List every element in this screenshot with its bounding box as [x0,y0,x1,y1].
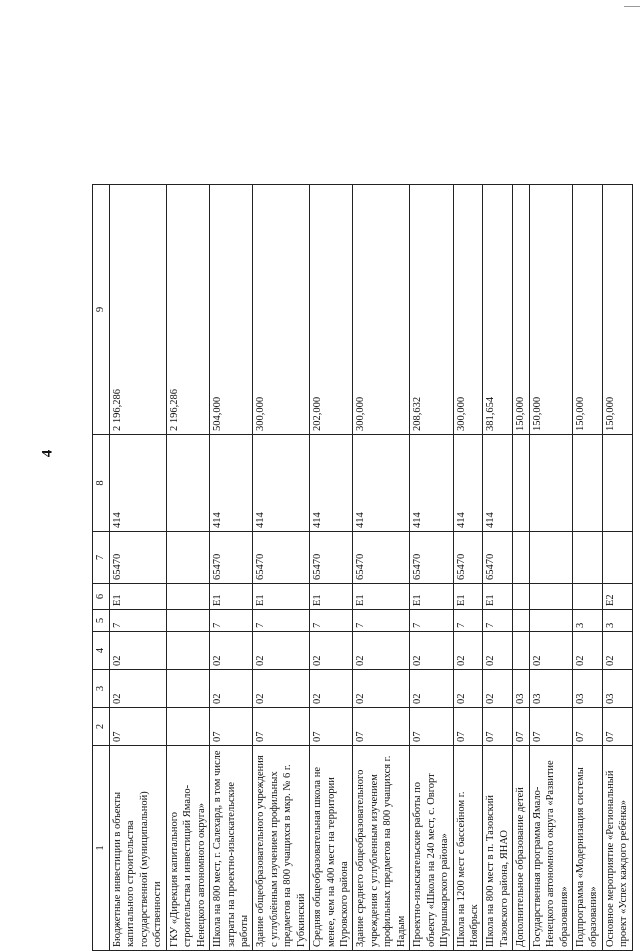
cell-5: 7 [410,610,453,632]
cell-5: 7 [453,610,483,632]
cell-7 [573,532,603,584]
cell-2 [166,708,209,746]
col-header: 1 [93,746,110,951]
cell-8 [529,435,572,532]
cell-5 [529,610,572,632]
cell-2: 07 [253,708,310,746]
cell-9: 150,000 [573,185,603,435]
col-header: 2 [93,708,110,746]
row-name: Бюджетные инвестиции в объекты капитального строительства государственной (муниципальной) собственности [110,746,167,951]
cell-4: 02 [110,632,167,670]
col-header: 3 [93,670,110,708]
cell-2: 07 [410,708,453,746]
row-name: Школа на 800 мест, г. Салехард, в том числе затраты на проектно-изыскательские работы [210,746,253,951]
cell-4: 02 [310,632,353,670]
cell-9: 381,654 [483,185,513,435]
budget-table [92,184,633,951]
cell-8: 414 [210,435,253,532]
cell-9: 202,000 [310,185,353,435]
cell-5: 3 [602,610,632,632]
cell-6: E1 [310,584,353,610]
table-row [353,185,410,951]
cell-4: 02 [529,632,572,670]
cell-6 [529,584,572,610]
cell-9: 150,000 [602,185,632,435]
table-row [483,185,513,951]
col-header: 8 [93,435,110,532]
cell-6: E1 [353,584,410,610]
cell-8: 414 [353,435,410,532]
col-header: 9 [93,185,110,435]
cell-4: 02 [573,632,603,670]
cell-3: 03 [529,670,572,708]
cell-8 [602,435,632,532]
table-row [453,185,483,951]
cell-7: 65470 [453,532,483,584]
cell-3: 02 [453,670,483,708]
cell-9: 150,000 [513,185,529,435]
cell-7: 65470 [353,532,410,584]
table-row [529,185,572,951]
cell-9: 504,000 [210,185,253,435]
row-name: Государственная программа Ямало-Ненецкого автономного округа «Развитие образования» [529,746,572,951]
col-header: 4 [93,632,110,670]
row-name: Подпрограмма «Модернизация системы образования» [573,746,603,951]
cell-6 [573,584,603,610]
cell-5: 7 [210,610,253,632]
cell-2: 07 [602,708,632,746]
cell-8 [166,435,209,532]
cell-7: 65470 [253,532,310,584]
row-name: Здание общеобразовательного учреждения с углублённым изучением профильных предметов на 800 учащихся в мкр. № 6 г. Губкинский [253,746,310,951]
cell-5: 7 [310,610,353,632]
cell-7 [513,532,529,584]
col-header: 5 [93,610,110,632]
cell-3: 02 [253,670,310,708]
row-name: Средняя общеобразовательная школа не менее, чем на 400 мест на территории Пуровского района [310,746,353,951]
cell-3: 02 [353,670,410,708]
row-name: Основное мероприятие «Региональный проект «Успех каждого ребёнка» [602,746,632,951]
cell-2: 07 [353,708,410,746]
cell-5: 7 [253,610,310,632]
row-name: Здание среднего общеобразовательного учреждения с углубленным изучением профильных предметов на 800 учащихся г. Надым [353,746,410,951]
cell-7: 65470 [483,532,513,584]
cell-7: 65470 [410,532,453,584]
cell-2: 07 [573,708,603,746]
cell-3: 03 [573,670,603,708]
cell-5: 7 [483,610,513,632]
cell-4 [166,632,209,670]
cell-3: 02 [483,670,513,708]
cell-5 [166,610,209,632]
table-row [602,185,632,951]
cell-8: 414 [410,435,453,532]
cell-3: 03 [602,670,632,708]
cell-9: 2 196,286 [110,185,167,435]
cell-2: 07 [453,708,483,746]
cell-9: 300,000 [453,185,483,435]
cell-6: E1 [210,584,253,610]
cell-2: 07 [513,708,529,746]
cell-7: 65470 [210,532,253,584]
cell-5: 7 [110,610,167,632]
cell-3 [166,670,209,708]
cell-5: 3 [573,610,603,632]
col-header: 6 [93,584,110,610]
cell-8 [573,435,603,532]
cell-8: 414 [310,435,353,532]
table-row [513,185,529,951]
cell-8: 414 [253,435,310,532]
row-name: Проектно-изыскательские работы по объекту «Школа на 240 мест, с. Овгорт Шурышкарского района» [410,746,453,951]
table-row [310,185,353,951]
cell-3: 02 [410,670,453,708]
corner-mark [624,0,640,7]
cell-6: E1 [110,584,167,610]
cell-4: 02 [483,632,513,670]
table-row [166,185,209,951]
cell-9: 300,000 [353,185,410,435]
rotated-table-container [92,185,630,951]
cell-7 [166,532,209,584]
row-name: Дополнительное образование детей [513,746,529,951]
cell-7 [602,532,632,584]
cell-2: 07 [529,708,572,746]
row-name: ГКУ «Дирекция капитального строительства и инвестиций Ямало-Ненецкого автономного округа» [166,746,209,951]
cell-5: 7 [353,610,410,632]
cell-4: 02 [602,632,632,670]
cell-4: 02 [410,632,453,670]
table-row [110,185,167,951]
col-header: 7 [93,532,110,584]
cell-5 [513,610,529,632]
cell-9: 208,632 [410,185,453,435]
cell-9: 300,000 [253,185,310,435]
cell-3: 02 [210,670,253,708]
table-row [410,185,453,951]
table-row [573,185,603,951]
cell-8: 414 [453,435,483,532]
cell-4: 02 [353,632,410,670]
cell-4 [513,632,529,670]
cell-2: 07 [210,708,253,746]
cell-7 [529,532,572,584]
cell-8: 414 [483,435,513,532]
cell-2: 07 [310,708,353,746]
cell-4: 02 [453,632,483,670]
header-row [93,185,110,951]
cell-8: 414 [110,435,167,532]
cell-6: E1 [483,584,513,610]
cell-6: E1 [410,584,453,610]
cell-6 [166,584,209,610]
row-name: Школа на 800 мест в п. Тазовский Тазовского района, ЯНАО [483,746,513,951]
page-number: 4 [39,449,56,458]
cell-2: 07 [110,708,167,746]
cell-2: 07 [483,708,513,746]
cell-4: 02 [210,632,253,670]
cell-3: 03 [513,670,529,708]
cell-9: 2 196,286 [166,185,209,435]
cell-3: 02 [310,670,353,708]
cell-3: 02 [110,670,167,708]
table-row [210,185,253,951]
cell-6: E2 [602,584,632,610]
cell-6: E1 [453,584,483,610]
cell-6 [513,584,529,610]
cell-7: 65470 [110,532,167,584]
cell-8 [513,435,529,532]
cell-7: 65470 [310,532,353,584]
row-name: Школа на 1200 мест с бассейном г. Ноябрьск [453,746,483,951]
cell-4: 02 [253,632,310,670]
cell-9: 150,000 [529,185,572,435]
table-row [253,185,310,951]
cell-6: E1 [253,584,310,610]
